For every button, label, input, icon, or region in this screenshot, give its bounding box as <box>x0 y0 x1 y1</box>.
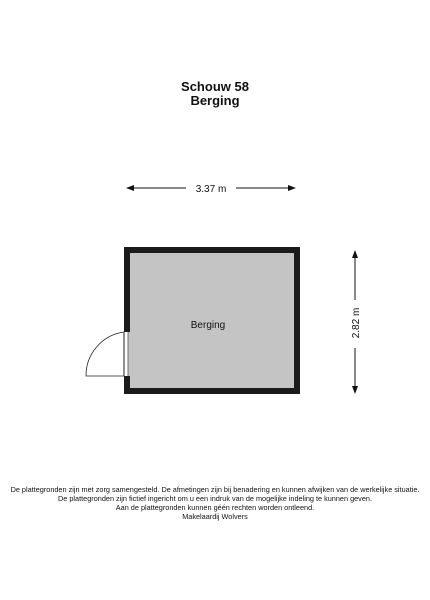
height-dimension-label: 2.82 m <box>351 307 362 339</box>
room-label: Berging <box>190 320 226 331</box>
door-swing <box>86 332 124 376</box>
agency-name: Makelaardij Wolvers <box>182 512 248 521</box>
disclaimer-line-1: De plattegronden zijn met zorg samengesteld. De afmetingen zijn bij benadering en kunnen afwijken van de werkelijke situatie. <box>10 485 420 494</box>
plan-title: Schouw 58 <box>181 79 249 94</box>
width-dimension <box>126 184 296 195</box>
plan-subtitle: Berging <box>190 93 240 108</box>
height-dimension <box>351 250 362 394</box>
disclaimer-line-3: Aan de plattegronden kunnen géén rechten worden ontleend. <box>115 503 315 512</box>
disclaimer-line-2: De plattegronden zijn fictief ingericht om u een indruk van de mogelijke indeling te kunnen geven. <box>58 494 372 503</box>
width-dimension-label: 3.37 m <box>195 184 227 195</box>
